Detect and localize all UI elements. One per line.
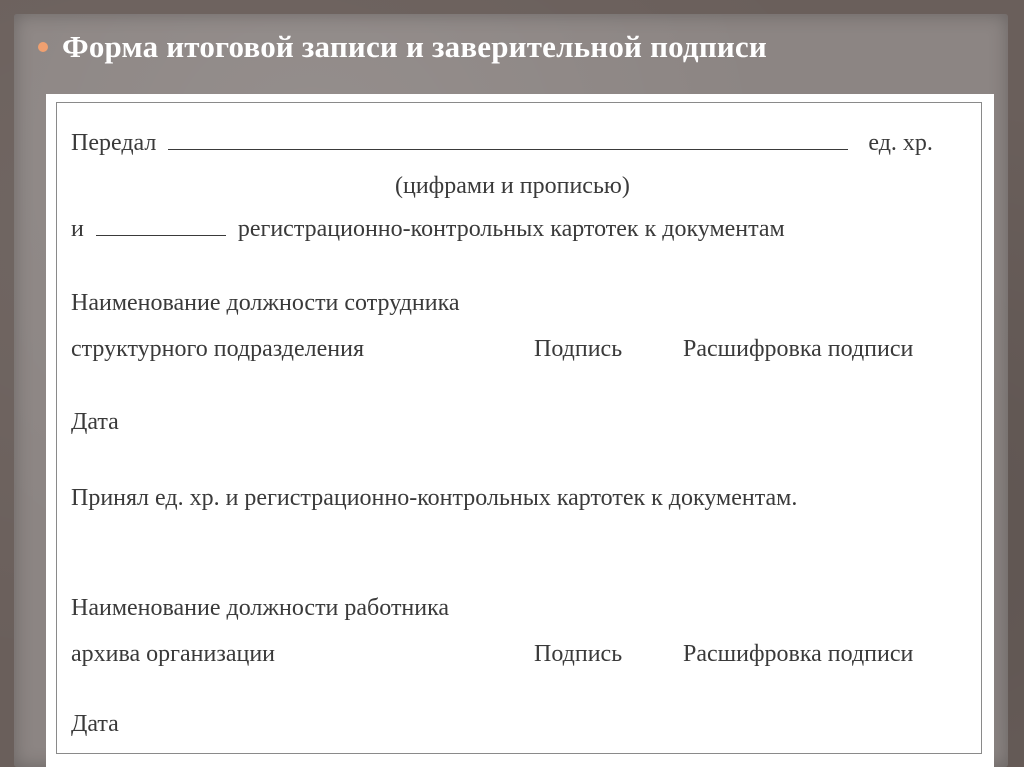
units-count-blank [168,149,848,150]
transferred-label: Передал [71,130,157,156]
form-document [56,102,982,754]
archive-position-title-line2: архива организации [71,641,276,667]
archive-date-label: Дата [71,711,119,737]
archive-signature-label: Подпись [534,641,623,667]
numbers-and-words-hint: (цифрами и прописью) [395,173,630,199]
archive-position-title-line1: Наименование должности работника [71,595,450,621]
form-image [46,94,994,767]
bullet-icon [38,42,48,52]
and-label: и [71,216,84,242]
employee-signature-decoding-label: Расшифровка подписи [683,336,914,362]
archive-signature-decoding-label: Расшифровка подписи [683,641,914,667]
slide-header [38,24,767,70]
accepted-statement: Принял ед. хр. и регистрационно-контрольных картотек к документам. [71,485,798,511]
card-files-count-blank [96,235,226,236]
units-label: ед. хр. [868,130,933,156]
slide-title: Форма итоговой записи и заверительной подписи [62,29,767,64]
employee-position-title-line1: Наименование должности сотрудника [71,290,460,316]
card-files-label: регистрационно-контрольных картотек к документам [237,216,785,242]
line-transferred [71,130,933,157]
line-card-files [71,216,785,243]
employee-position-title-line2: структурного подразделения [71,336,365,362]
employee-date-label: Дата [71,409,119,435]
employee-signature-label: Подпись [534,336,623,362]
